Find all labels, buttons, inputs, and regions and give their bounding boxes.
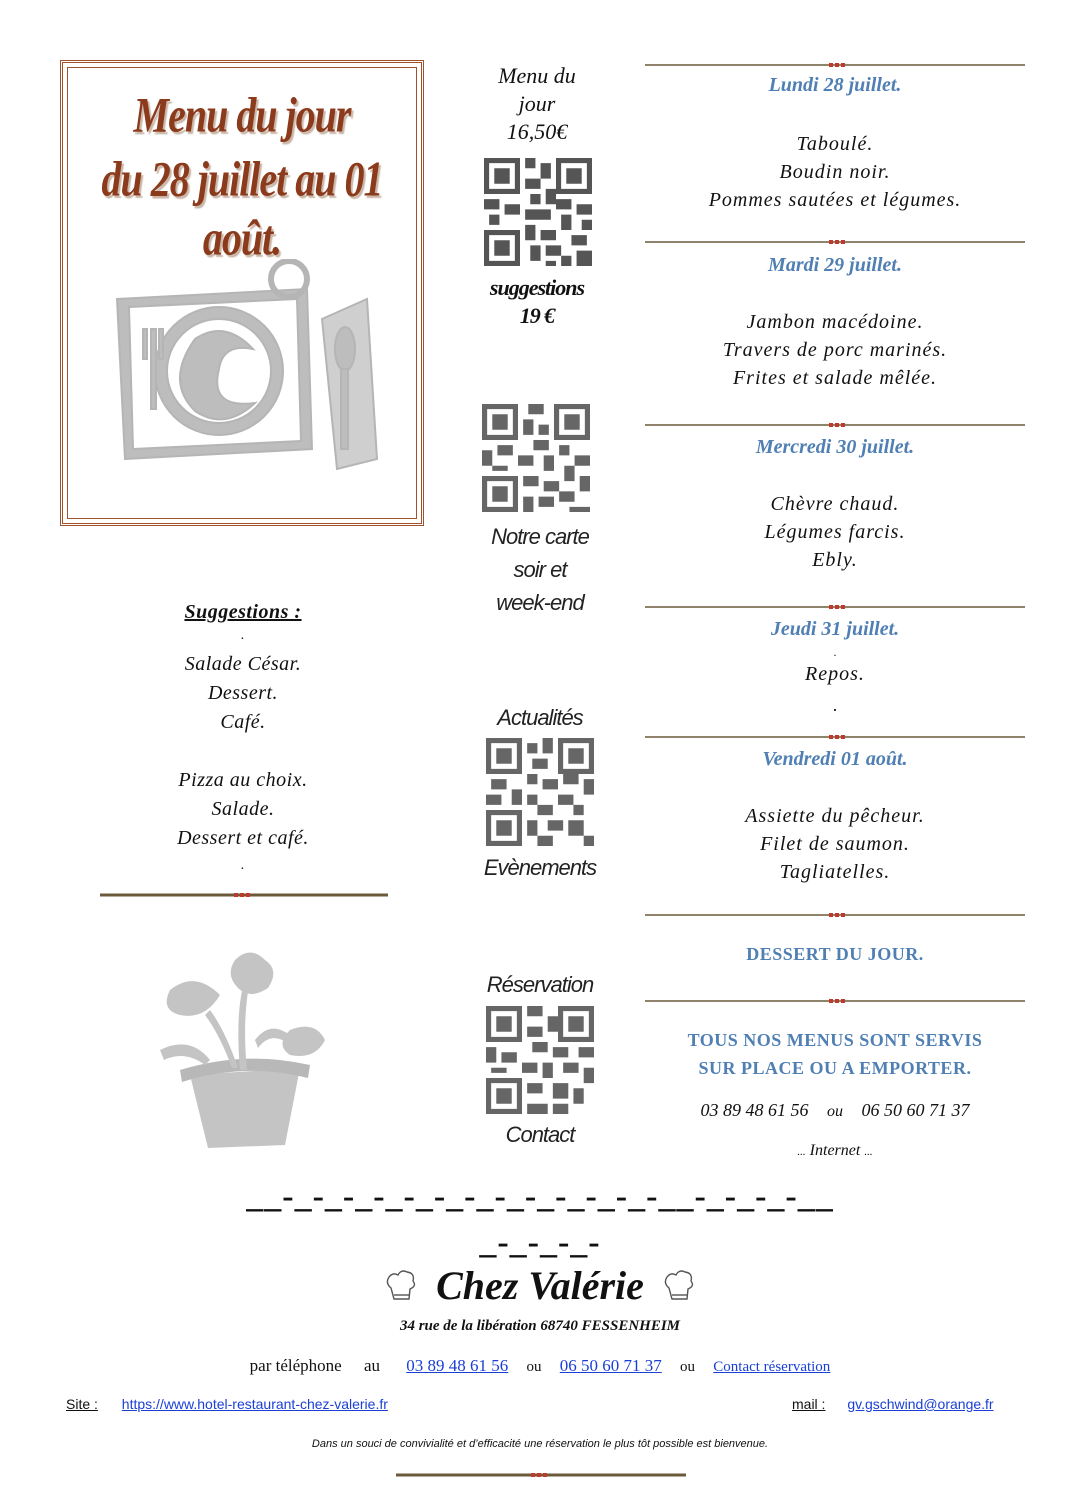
dish-monday-3: Pommes sautées et légumes.	[708, 189, 962, 211]
chef-hat-icon	[662, 1268, 696, 1304]
dessert-du-jour: DESSERT DU JOUR.	[746, 944, 924, 964]
menu-price: 16,50€	[506, 119, 568, 144]
evenements-label: Evènements	[483, 855, 597, 880]
phones-line	[645, 1100, 1025, 1121]
dish-tuesday-3: Frites et salade mêlée.	[732, 367, 938, 389]
dish-wednesday-1: Chèvre chaud.	[770, 493, 900, 515]
phone-link-2[interactable]: 06 50 60 71 37	[559, 1356, 662, 1375]
day-title-tuesday: Mardi 29 juillet.	[768, 254, 902, 276]
separator-line	[645, 996, 1025, 1006]
dish-monday-1: Taboulé.	[796, 133, 874, 155]
flower-pot-icon	[150, 950, 340, 1150]
served-line2: SUR PLACE OU A EMPORTER.	[698, 1058, 972, 1078]
phone-2: 06 50 60 71 37	[861, 1100, 970, 1120]
dish-friday-2: Filet de saumon.	[760, 833, 910, 855]
separator-line	[645, 420, 1025, 430]
suggestions-dot-end: .	[241, 858, 245, 873]
suggestions-label: suggestions	[489, 275, 585, 300]
chef-hat-icon	[384, 1268, 418, 1304]
title-frame	[60, 60, 424, 526]
qr-code-reservation-icon[interactable]	[486, 1006, 594, 1114]
separator-line	[645, 602, 1025, 612]
address: 34 rue de la libération 68740 FESSENHEIM	[399, 1318, 681, 1334]
by-phone-label: par téléphone	[249, 1356, 342, 1375]
dot-separator: .	[833, 645, 837, 659]
mail-row	[792, 1396, 994, 1412]
contact-label: Contact	[505, 1122, 575, 1147]
suggestions-price-label	[462, 274, 612, 330]
qr-code-menu-icon[interactable]	[484, 158, 592, 266]
menu-du-jour-label	[462, 62, 612, 146]
menu-label-line2: jour	[518, 91, 556, 116]
suggestions-price: 19 €	[519, 303, 555, 328]
internet-line: ... Internet ...	[797, 1142, 873, 1159]
footer-note: Dans un souci de convivialité et d’efficacité une réservation le plus tôt possible est bienvenue.	[311, 1438, 769, 1450]
menu-title-line1: Menu du jour	[133, 86, 351, 143]
restaurant-name: Chez Valérie	[436, 1263, 644, 1308]
menu-title-line2: du 28 juillet au 01 août.	[101, 150, 383, 266]
actualites-label: Actualités	[497, 705, 583, 730]
separator-line	[396, 1470, 686, 1480]
carte-label	[465, 520, 615, 619]
day-title-friday: Vendredi 01 août.	[762, 748, 908, 770]
decor-line-2: _-_-_-_-	[479, 1224, 601, 1261]
at-label: au	[363, 1356, 381, 1375]
mail-label: mail :	[792, 1396, 826, 1412]
reservation-label: Réservation	[486, 972, 594, 997]
suggestions-b-1: Pizza au choix.	[178, 769, 308, 791]
dish-friday-3: Tagliatelles.	[779, 861, 891, 883]
separator-line	[645, 60, 1025, 70]
contact-reservation-link[interactable]: Contact réservation	[713, 1359, 831, 1375]
or-label-1: ou	[526, 1359, 542, 1375]
dish-wednesday-2: Légumes farcis.	[764, 521, 906, 543]
day-title-wednesday: Mercredi 30 juillet.	[755, 436, 915, 458]
dish-wednesday-3: Ebly.	[812, 549, 858, 571]
qr-code-actualites-icon[interactable]	[486, 738, 594, 846]
carte-line1: Notre carte	[491, 524, 589, 549]
dish-tuesday-1: Jambon macédoine.	[746, 311, 924, 333]
dish-monday-2: Boudin noir.	[779, 161, 891, 183]
suggestions-dot: .	[241, 628, 245, 643]
internet-label: Internet	[809, 1142, 861, 1159]
separator-line	[645, 237, 1025, 247]
restaurant-name-row	[0, 1262, 1080, 1309]
phone-1: 03 89 48 61 56	[700, 1100, 809, 1120]
suggestions-b-2: Salade.	[211, 798, 275, 820]
plate-cutlery-icon	[107, 259, 387, 479]
dot-separator: .	[832, 695, 838, 715]
menu-label-line1: Menu du	[498, 63, 576, 88]
dish-thursday-1: Repos.	[805, 663, 865, 685]
site-link[interactable]: https://www.hotel-restaurant-chez-valerie.fr	[121, 1396, 388, 1412]
contact-row	[0, 1356, 1080, 1376]
served-line1: TOUS NOS MENUS SONT SERVIS	[687, 1030, 983, 1050]
suggestions-a-2: Dessert.	[207, 682, 279, 704]
phone-or: ou	[827, 1103, 843, 1120]
qr-code-carte-icon[interactable]	[482, 404, 590, 512]
carte-line3: week-end	[496, 590, 584, 615]
dish-tuesday-2: Travers de porc marinés.	[722, 339, 948, 361]
decor-line-1: __-_-_-_-_-_-_-_-_-_-_-_-_-__-_-_-_-__	[246, 1178, 834, 1215]
separator-line	[100, 890, 388, 900]
day-title-thursday: Jeudi 31 juillet.	[770, 618, 900, 640]
dish-friday-1: Assiette du pêcheur.	[745, 805, 925, 827]
or-label-2: ou	[680, 1359, 696, 1375]
day-title-monday: Lundi 28 juillet.	[768, 74, 902, 96]
carte-line2: soir et	[513, 557, 567, 582]
phone-link-1[interactable]: 03 89 48 61 56	[406, 1356, 509, 1375]
mail-link[interactable]: gv.gschwind@orange.fr	[847, 1396, 994, 1412]
site-label: Site :	[66, 1396, 98, 1412]
suggestions-a-3: Café.	[220, 711, 266, 733]
separator-line	[645, 910, 1025, 920]
suggestions-a-1: Salade César.	[184, 653, 302, 675]
suggestions-b-3: Dessert et café.	[177, 827, 309, 849]
separator-line	[645, 732, 1025, 742]
site-row	[66, 1396, 388, 1412]
suggestions-heading: Suggestions :	[184, 601, 302, 623]
